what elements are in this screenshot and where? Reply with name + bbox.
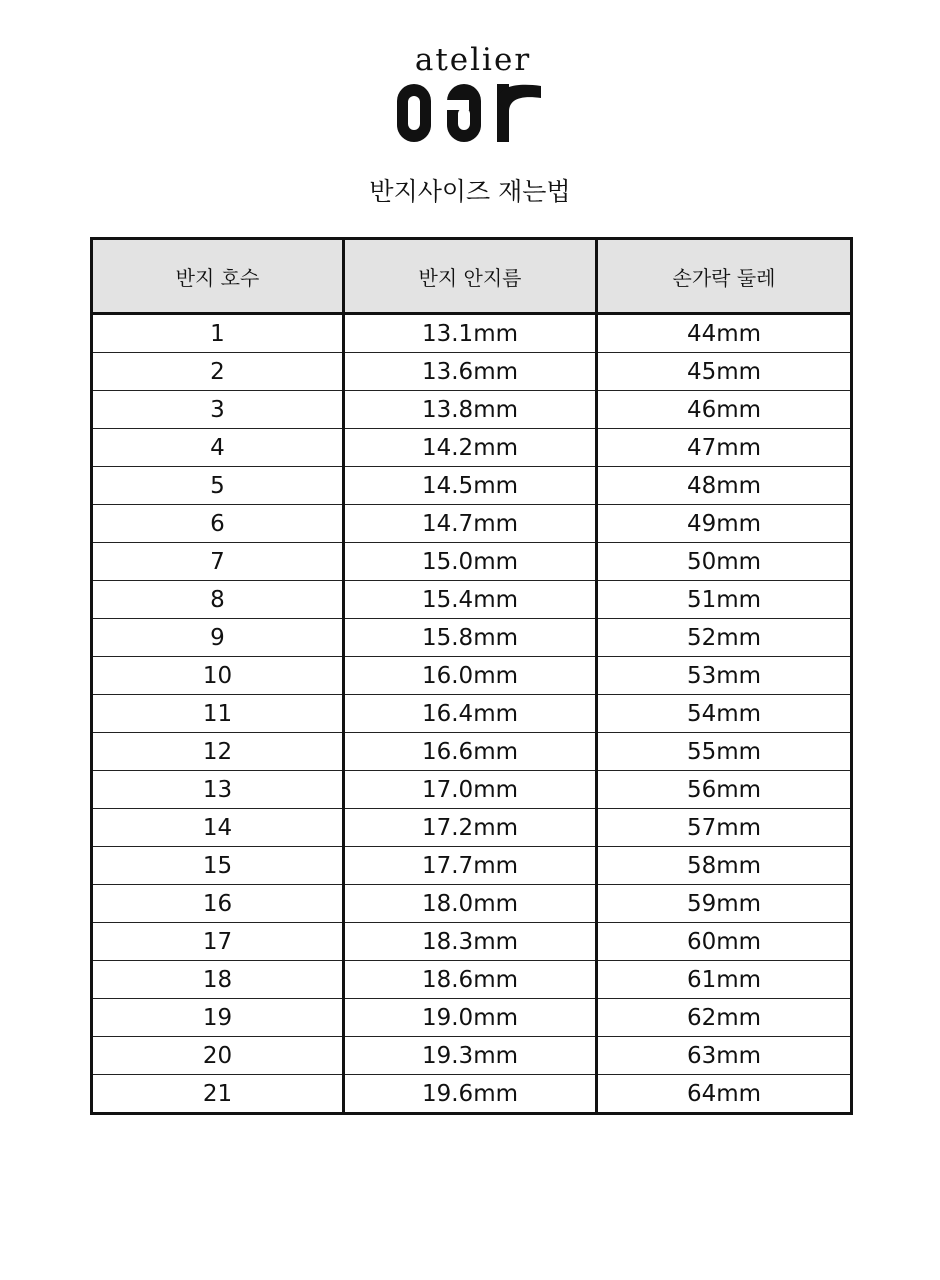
table-header-row [92,239,852,314]
table-row [92,429,852,467]
cell-inner-diameter: 15.8mm [344,619,597,657]
cell-ring-number: 12 [92,733,344,771]
table-row [92,771,852,809]
cell-inner-diameter: 16.6mm [344,733,597,771]
table-row [92,923,852,961]
cell-finger-circumference: 54mm [597,695,852,733]
cell-finger-circumference: 47mm [597,429,852,467]
cell-inner-diameter: 18.6mm [344,961,597,999]
cell-inner-diameter: 14.7mm [344,505,597,543]
cell-finger-circumference: 50mm [597,543,852,581]
table-row [92,353,852,391]
table-row [92,1075,852,1114]
brand-main-logo [395,82,545,144]
cell-inner-diameter: 17.2mm [344,809,597,847]
cell-ring-number: 17 [92,923,344,961]
table-row [92,581,852,619]
cell-finger-circumference: 44mm [597,314,852,353]
cell-finger-circumference: 52mm [597,619,852,657]
cell-ring-number: 2 [92,353,344,391]
table-row [92,999,852,1037]
cell-finger-circumference: 63mm [597,1037,852,1075]
cell-inner-diameter: 16.0mm [344,657,597,695]
table-row [92,961,852,999]
table-row [92,695,852,733]
table-row [92,505,852,543]
cell-inner-diameter: 17.7mm [344,847,597,885]
brand-top-word: atelier [414,42,532,78]
cell-ring-number: 4 [92,429,344,467]
cell-ring-number: 21 [92,1075,344,1114]
table-row [92,885,852,923]
cell-finger-circumference: 62mm [597,999,852,1037]
header-finger-circumference: 손가락 둘레 [597,239,852,314]
cell-inner-diameter: 15.0mm [344,543,597,581]
cell-ring-number: 6 [92,505,344,543]
cell-finger-circumference: 53mm [597,657,852,695]
table-body [92,314,852,1114]
cell-inner-diameter: 19.6mm [344,1075,597,1114]
cell-finger-circumference: 59mm [597,885,852,923]
header-ring-number: 반지 호수 [92,239,344,314]
cell-ring-number: 20 [92,1037,344,1075]
cell-finger-circumference: 45mm [597,353,852,391]
cell-inner-diameter: 14.2mm [344,429,597,467]
table-header [92,239,852,314]
cell-inner-diameter: 16.4mm [344,695,597,733]
cell-finger-circumference: 57mm [597,809,852,847]
table-row [92,657,852,695]
cell-ring-number: 18 [92,961,344,999]
cell-ring-number: 14 [92,809,344,847]
cell-inner-diameter: 14.5mm [344,467,597,505]
cell-ring-number: 7 [92,543,344,581]
cell-finger-circumference: 49mm [597,505,852,543]
cell-inner-diameter: 15.4mm [344,581,597,619]
cell-finger-circumference: 56mm [597,771,852,809]
cell-finger-circumference: 48mm [597,467,852,505]
cell-ring-number: 15 [92,847,344,885]
table-row [92,391,852,429]
cell-finger-circumference: 58mm [597,847,852,885]
cell-finger-circumference: 55mm [597,733,852,771]
cell-inner-diameter: 13.8mm [344,391,597,429]
cell-ring-number: 3 [92,391,344,429]
cell-inner-diameter: 13.6mm [344,353,597,391]
table-row [92,467,852,505]
cell-inner-diameter: 19.3mm [344,1037,597,1075]
cell-inner-diameter: 13.1mm [344,314,597,353]
table-row [92,619,852,657]
table-row [92,1037,852,1075]
cell-finger-circumference: 46mm [597,391,852,429]
cell-finger-circumference: 60mm [597,923,852,961]
header-inner-diameter: 반지 안지름 [344,239,597,314]
cell-ring-number: 19 [92,999,344,1037]
page-title: 반지사이즈 재는법 [369,177,571,206]
table-row [92,543,852,581]
ring-size-table [90,237,853,1115]
cell-ring-number: 8 [92,581,344,619]
cell-finger-circumference: 51mm [597,581,852,619]
cell-inner-diameter: 17.0mm [344,771,597,809]
table-row [92,733,852,771]
table-row [92,809,852,847]
cell-ring-number: 5 [92,467,344,505]
table-row [92,314,852,353]
cell-ring-number: 11 [92,695,344,733]
cell-ring-number: 10 [92,657,344,695]
cell-ring-number: 13 [92,771,344,809]
cell-finger-circumference: 64mm [597,1075,852,1114]
brand-logo [0,38,940,144]
cell-inner-diameter: 18.0mm [344,885,597,923]
cell-finger-circumference: 61mm [597,961,852,999]
cell-inner-diameter: 19.0mm [344,999,597,1037]
cell-inner-diameter: 18.3mm [344,923,597,961]
cell-ring-number: 16 [92,885,344,923]
table-row [92,847,852,885]
cell-ring-number: 9 [92,619,344,657]
cell-ring-number: 1 [92,314,344,353]
